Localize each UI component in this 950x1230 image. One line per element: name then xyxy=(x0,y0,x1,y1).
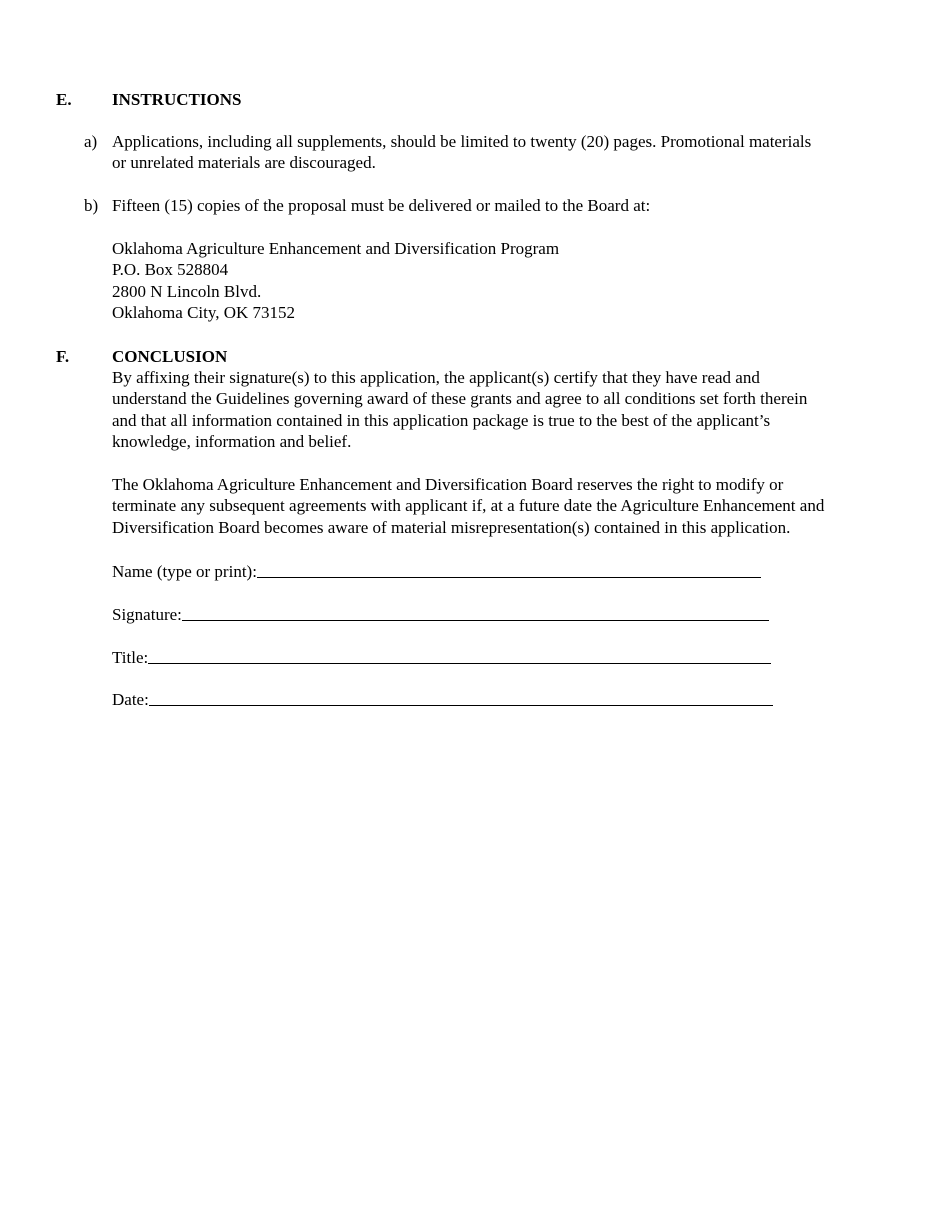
item-a-text xyxy=(112,131,902,173)
address-line-3: 2800 N Lincoln Blvd. xyxy=(112,281,262,301)
section-e-heading xyxy=(56,89,356,110)
title-field-row xyxy=(112,646,771,668)
item-b-line-1: Fifteen (15) copies of the proposal must be delivered or mailed to the Board at: xyxy=(112,196,651,215)
signature-field-line[interactable] xyxy=(182,604,769,621)
instruction-item-b xyxy=(84,195,904,216)
certification-line-3: and that all information contained in this application package is true to the best of the applicant’s xyxy=(112,410,771,430)
certification-line-4: knowledge, information and belief. xyxy=(112,431,352,451)
section-e-title: INSTRUCTIONS xyxy=(112,90,242,109)
item-a-marker: a) xyxy=(84,132,98,151)
board-rights-line-3: Diversification Board becomes aware of material misrepresentation(s) contained in this application. xyxy=(112,517,791,537)
board-rights-line-1: The Oklahoma Agriculture Enhancement and Diversification Board reserves the right to modify or xyxy=(112,475,784,494)
name-field-label: Name (type or print): xyxy=(112,562,257,581)
address-line-1: Oklahoma Agriculture Enhancement and Diversification Program xyxy=(112,239,560,258)
item-a-line-1: Applications, including all supplements, should be limited to twenty (20) pages. Promotional materials xyxy=(112,132,812,151)
section-f-title: CONCLUSION xyxy=(112,347,228,366)
section-e-number: E. xyxy=(56,90,72,109)
address-line-2: P.O. Box 528804 xyxy=(112,260,229,280)
signature-field-row xyxy=(112,603,769,625)
signature-field-label: Signature: xyxy=(112,605,182,624)
date-field-label: Date: xyxy=(112,690,149,709)
date-field-row xyxy=(112,688,773,710)
board-rights-line-2: terminate any subsequent agreements with applicant if, at a future date the Agriculture Enhancement and xyxy=(112,496,825,516)
mailing-address xyxy=(112,238,902,323)
section-f-number: F. xyxy=(56,347,70,366)
name-field-row xyxy=(112,560,761,582)
certification-paragraph xyxy=(112,367,902,452)
address-line-4: Oklahoma City, OK 73152 xyxy=(112,302,296,322)
instruction-item-a xyxy=(84,131,904,173)
certification-line-1: By affixing their signature(s) to this application, the applicant(s) certify that they have read and xyxy=(112,368,760,387)
item-a-line-2: or unrelated materials are discouraged. xyxy=(112,153,376,172)
title-field-line[interactable] xyxy=(148,647,771,664)
certification-line-2: understand the Guidelines governing award of these grants and agree to all conditions set forth therein xyxy=(112,389,808,409)
date-field-line[interactable] xyxy=(149,689,773,706)
title-field-label: Title: xyxy=(112,648,149,667)
item-b-text xyxy=(112,195,902,216)
board-rights-paragraph xyxy=(112,474,902,538)
section-f-heading xyxy=(56,346,356,367)
name-field-line[interactable] xyxy=(257,561,761,578)
item-b-marker: b) xyxy=(84,196,99,215)
